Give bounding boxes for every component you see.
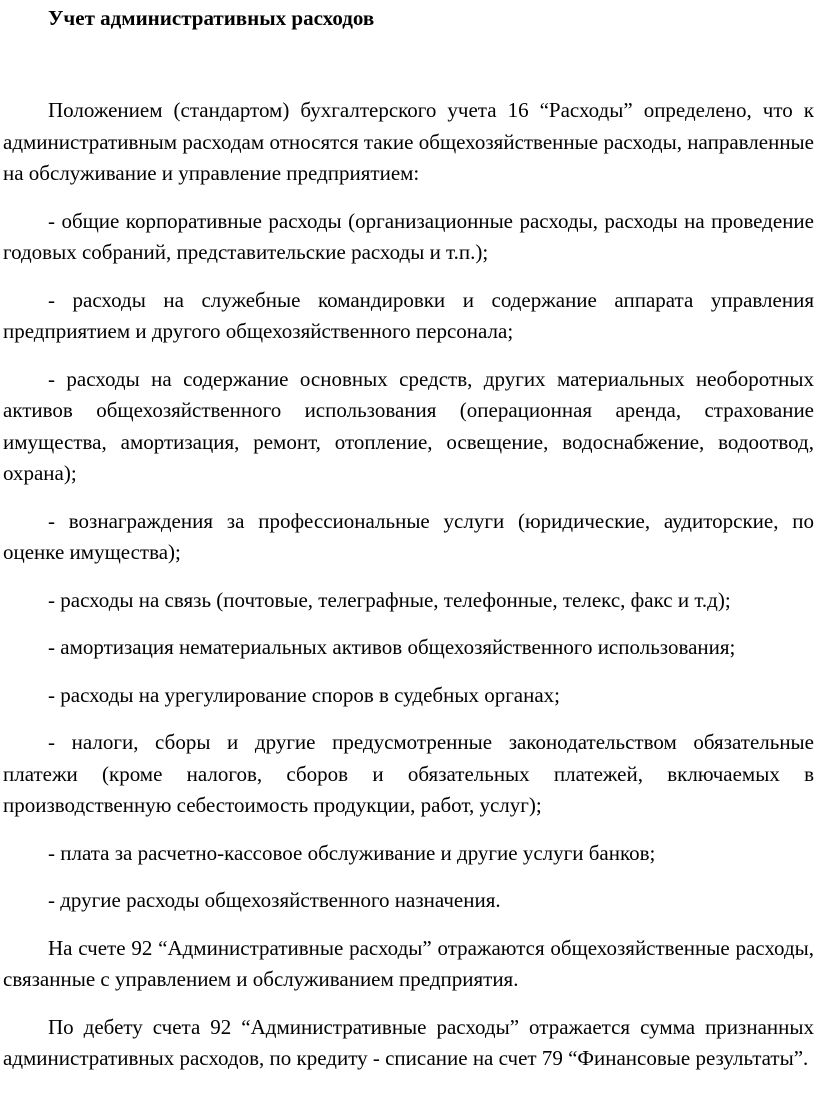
- list-item-corporate-expenses: - общие корпоративные расходы (организационные расходы, расходы на проведение годовых собраний, представительские расходы и т.п.);: [3, 208, 814, 264]
- list-item-communications: - расходы на связь (почтовые, телеграфные, телефонные, телекс, факс и т.д);: [48, 587, 731, 612]
- paragraph-intro: Положением (стандартом) бухгалтерского учета 16 “Расходы” определено, что к административным расходам относятся такие общехозяйственные расходы, направленные на обслуживание и управление предприятием:: [3, 98, 814, 185]
- list-item-bank-services: - плата за расчетно-кассовое обслуживание и другие услуги банков;: [48, 840, 656, 865]
- list-item-business-trips: - расходы на служебные командировки и содержание аппарата управления предприятием и другого общехозяйственного персонала;: [3, 287, 814, 343]
- list-item-taxes: - налоги, сборы и другие предусмотренные законодательством обязательные платежи (кроме налогов, сборов и обязательных платежей, включаемых в производственную себестоимость продукции, работ, услуг);: [3, 730, 814, 817]
- paragraph-debit-credit: По дебету счета 92 “Административные расходы” отражается сумма признанных административных расходов, по кредиту - списание на счет 79 “Финансовые результаты”.: [3, 1014, 814, 1070]
- paragraph-account-92: На счете 92 “Административные расходы” отражаются общехозяйственные расходы, связанные с управлением и обслуживанием предприятия.: [3, 935, 814, 991]
- list-item-professional-services: - вознаграждения за профессиональные услуги (юридические, аудиторские, по оценке имущества);: [3, 508, 814, 564]
- list-item-intangible-amortization: - амортизация нематериальных активов общехозяйственного использования;: [48, 635, 736, 659]
- document-body: [3, 95, 814, 1089]
- document-title: Учет административных расходов: [48, 6, 375, 30]
- list-item-disputes: - расходы на урегулирование споров в судебных органах;: [48, 682, 561, 707]
- list-item-other-expenses: - другие расходы общехозяйственного назначения.: [48, 888, 501, 912]
- list-item-fixed-assets: - расходы на содержание основных средств, других материальных необоротных активов общехозяйственного использования (операционная аренда, страхование имущества, амортизация, ремонт, отопление, освещение, водоснабжение, водоотвод, охрана);: [3, 366, 814, 485]
